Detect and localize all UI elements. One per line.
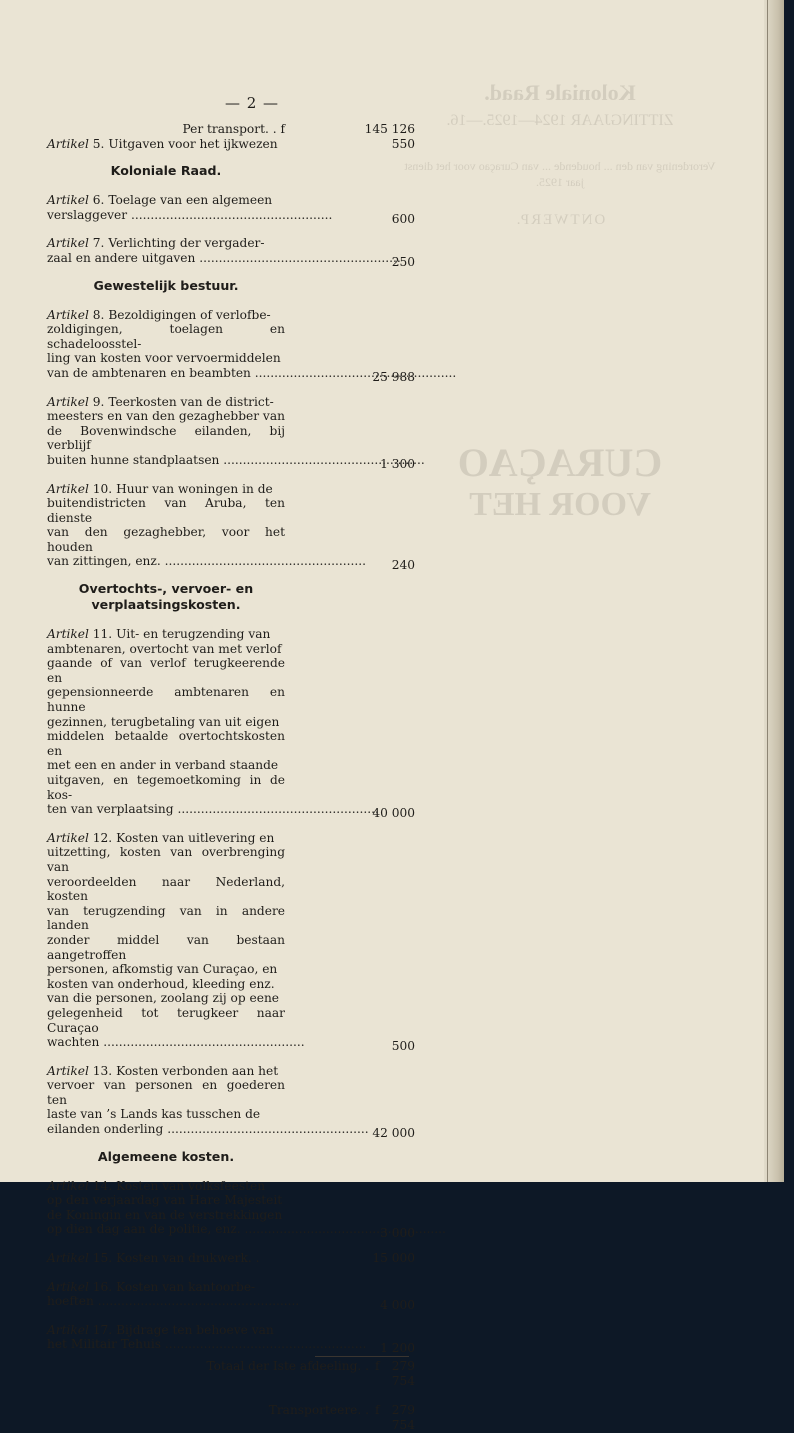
- article-number: 6.: [92, 193, 105, 208]
- ghost-line: CURAÇAO: [457, 440, 663, 485]
- article-label: Artikel: [47, 830, 89, 845]
- article-line: kosten van onderhoud, kleeding enz.: [47, 976, 275, 991]
- article-line: op den verjaardag van Hare Majesteit: [47, 1193, 283, 1208]
- article-last-line: op dien dag aan de politie, enz. .....: [47, 1222, 285, 1237]
- article-line: middelen betaalde overtochtskosten en: [47, 729, 285, 758]
- article-line: buitendistricten van Aruba, ten dienste: [47, 496, 285, 525]
- article-text: Kosten van drukwerk. .: [116, 1251, 260, 1266]
- article-amount: 240: [391, 558, 415, 573]
- article-text: Uitgaven voor het ijkwezen: [108, 136, 278, 151]
- article-line: gepensionneerde ambtenaren en hunne: [47, 685, 285, 715]
- budget-column: [47, 94, 417, 1433]
- article-number: 16.: [92, 1279, 113, 1294]
- article-last-line: het Militair Tehuis .....: [47, 1337, 285, 1352]
- article-line: gelegenheid tot terugkeer naar Curaçao: [47, 1005, 285, 1035]
- article-label: Artikel: [47, 627, 89, 642]
- article-line: gaande of van verlof terugkeerende en: [47, 656, 285, 685]
- spine-edge: [767, 0, 768, 1182]
- article-line: Kosten van uitlevering en: [116, 830, 275, 845]
- article-14: [47, 1178, 417, 1241]
- article-label: Artikel: [47, 1178, 89, 1193]
- heading-line: verplaatsingskosten.: [91, 597, 241, 613]
- article-line: gezinnen, terugbetaling van uit eigen: [47, 714, 280, 729]
- ghost-line: ZITTINGJAAR 1924—1925.—16.: [446, 112, 674, 129]
- section-heading-algemeene-kosten: Algemeene kosten.: [97, 1148, 235, 1164]
- article-17: [47, 1322, 417, 1356]
- carry-in-amount: 145 126: [364, 122, 415, 136]
- article-label: Artikel: [47, 1251, 89, 1266]
- ghost-line: Verordening van den ... houdende ... van Curaçao voor het dienst jaar 1925.: [404, 159, 716, 189]
- article-last-line: ten van verplaatsing .....: [47, 802, 285, 817]
- article-last-line: wachten .....: [47, 1035, 285, 1050]
- article-line: de Koningin en van de verstrekkingen: [47, 1207, 283, 1222]
- article-16: [47, 1279, 417, 1313]
- article-6: [47, 193, 417, 226]
- article-12: [47, 830, 417, 1054]
- article-line: met een en ander in verband staande: [47, 758, 279, 773]
- total-currency: f: [375, 1359, 380, 1373]
- article-last-line: van zittingen, enz. .....: [47, 554, 285, 569]
- article-line: ling van kosten voor vervoermiddelen: [47, 351, 281, 366]
- article-line: de Bovenwindsche eilanden, bij verblijf: [47, 423, 285, 453]
- article-line: ambtenaren, overtocht van met verlof: [47, 641, 282, 656]
- article-13: [47, 1063, 417, 1141]
- article-label: Artikel: [47, 1063, 89, 1078]
- article-line: van die personen, zoolang zij op eene: [47, 991, 280, 1006]
- article-amount: 25 988: [372, 369, 415, 384]
- article-line: Uit- en terugzending van: [116, 627, 271, 642]
- article-line: van terugzending van in andere landen: [47, 903, 285, 933]
- article-amount: 42 000: [372, 1126, 415, 1141]
- article-line: Kosten van kantoorbe-: [116, 1279, 256, 1294]
- article-label: Artikel: [47, 481, 89, 496]
- article-number: 14.: [92, 1178, 113, 1193]
- article-8: [47, 307, 417, 384]
- article-number: 10.: [92, 481, 113, 496]
- total-label: Totaal der Iste afdeeling. .: [206, 1359, 369, 1373]
- total-row: [47, 1359, 417, 1389]
- article-label: Artikel: [47, 1322, 89, 1337]
- article-line: personen, afkomstig van Curaçao, en: [47, 962, 278, 977]
- article-number: 11.: [92, 627, 113, 642]
- article-line: vervoer van personen en goederen ten: [47, 1078, 285, 1107]
- article-label: Artikel: [47, 136, 89, 151]
- article-line: Kosten van volksfeesten: [116, 1178, 266, 1193]
- article-line: meesters en van den gezaghebber van: [47, 409, 285, 424]
- article-5: [47, 137, 417, 152]
- article-9: [47, 394, 417, 471]
- article-number: 15.: [92, 1251, 113, 1266]
- article-line: veroordeelden naar Nederland, kosten: [47, 874, 285, 904]
- page-number: — 2 —: [224, 94, 280, 112]
- article-line: Verlichting der vergader-: [108, 236, 265, 251]
- article-last-line: van de ambtenaren en beambten .....: [47, 366, 285, 381]
- article-line: van den gezaghebber, voor het houden: [47, 525, 285, 554]
- heading-line: Overtochts-, vervoer- en: [78, 581, 254, 597]
- article-11: [47, 627, 417, 821]
- article-amount: 500: [391, 1039, 415, 1054]
- article-last-line: eilanden onderling .....: [47, 1122, 285, 1137]
- ghost-line: VOOR HET: [469, 486, 651, 523]
- article-amount: 1 300: [380, 456, 415, 471]
- article-amount: 250: [391, 254, 415, 269]
- ghost-line: Koloniale Raad.: [484, 80, 636, 105]
- article-last-line: buiten hunne standplaatsen .....: [47, 453, 285, 468]
- article-line: zonder middel van bestaan aangetroffen: [47, 932, 285, 962]
- article-line: laste van ’s Lands kas tusschen de: [47, 1107, 261, 1122]
- article-amount: 1 200: [380, 1341, 415, 1356]
- bleed-through-text: [395, 80, 725, 524]
- section-heading-koloniale-raad: Koloniale Raad.: [110, 163, 222, 179]
- article-amount: 3 000: [380, 1226, 415, 1241]
- article-line: Teerkosten van de district-: [108, 394, 274, 409]
- article-number: 5.: [92, 136, 105, 151]
- article-label: Artikel: [47, 193, 89, 208]
- article-amount: 550: [391, 136, 415, 151]
- article-label: Artikel: [47, 394, 89, 409]
- article-amount: 40 000: [372, 806, 415, 821]
- article-number: 13.: [92, 1063, 113, 1078]
- article-line: zoldigingen, toelagen en schadeloosstel-: [47, 322, 285, 351]
- transport-currency: f: [375, 1403, 380, 1417]
- article-line: Toelage van een algemeen: [108, 193, 273, 208]
- article-number: 9.: [92, 394, 105, 409]
- article-10: [47, 481, 417, 573]
- section-heading-overtochts: [47, 581, 285, 613]
- total-amount: 279 754: [391, 1359, 415, 1388]
- article-amount: 15 000: [372, 1251, 415, 1266]
- article-label: Artikel: [47, 1279, 89, 1294]
- ghost-line: ONTWERP.: [514, 212, 606, 228]
- transport-label: Transporteere. .: [268, 1403, 369, 1417]
- article-last-line: hoeften .....: [47, 1294, 285, 1309]
- article-line: Huur van woningen in de: [116, 481, 273, 496]
- transport-amount: 279 754: [391, 1403, 415, 1432]
- article-last-line: zaal en andere uitgaven .....: [47, 251, 285, 266]
- article-7: [47, 236, 417, 269]
- article-line: uitgaven, en tegemoetkoming in de kos-: [47, 773, 285, 802]
- article-label: Artikel: [47, 236, 89, 251]
- article-line: Bezoldigingen of verlofbe-: [108, 307, 271, 322]
- article-number: 8.: [92, 307, 105, 322]
- article-line: uitzetting, kosten van overbrenging van: [47, 845, 285, 874]
- article-amount: 600: [391, 211, 415, 226]
- article-line: Bijdrage ten behoeve van: [116, 1322, 274, 1337]
- article-number: 7.: [92, 236, 105, 251]
- article-last-line: verslaggever .....: [47, 208, 285, 223]
- carry-in-row: [47, 122, 417, 137]
- section-heading-gewestelijk-bestuur: Gewestelijk bestuur.: [93, 277, 239, 293]
- carry-in-label: Per transport. . f: [182, 122, 285, 136]
- transport-row: [47, 1403, 417, 1433]
- article-line: Kosten verbonden aan het: [116, 1063, 279, 1078]
- article-15: [47, 1251, 417, 1266]
- total-rule: [315, 1356, 409, 1357]
- article-number: 17.: [92, 1322, 113, 1337]
- article-label: Artikel: [47, 307, 89, 322]
- article-amount: 4 000: [380, 1298, 415, 1313]
- article-number: 12.: [92, 830, 113, 845]
